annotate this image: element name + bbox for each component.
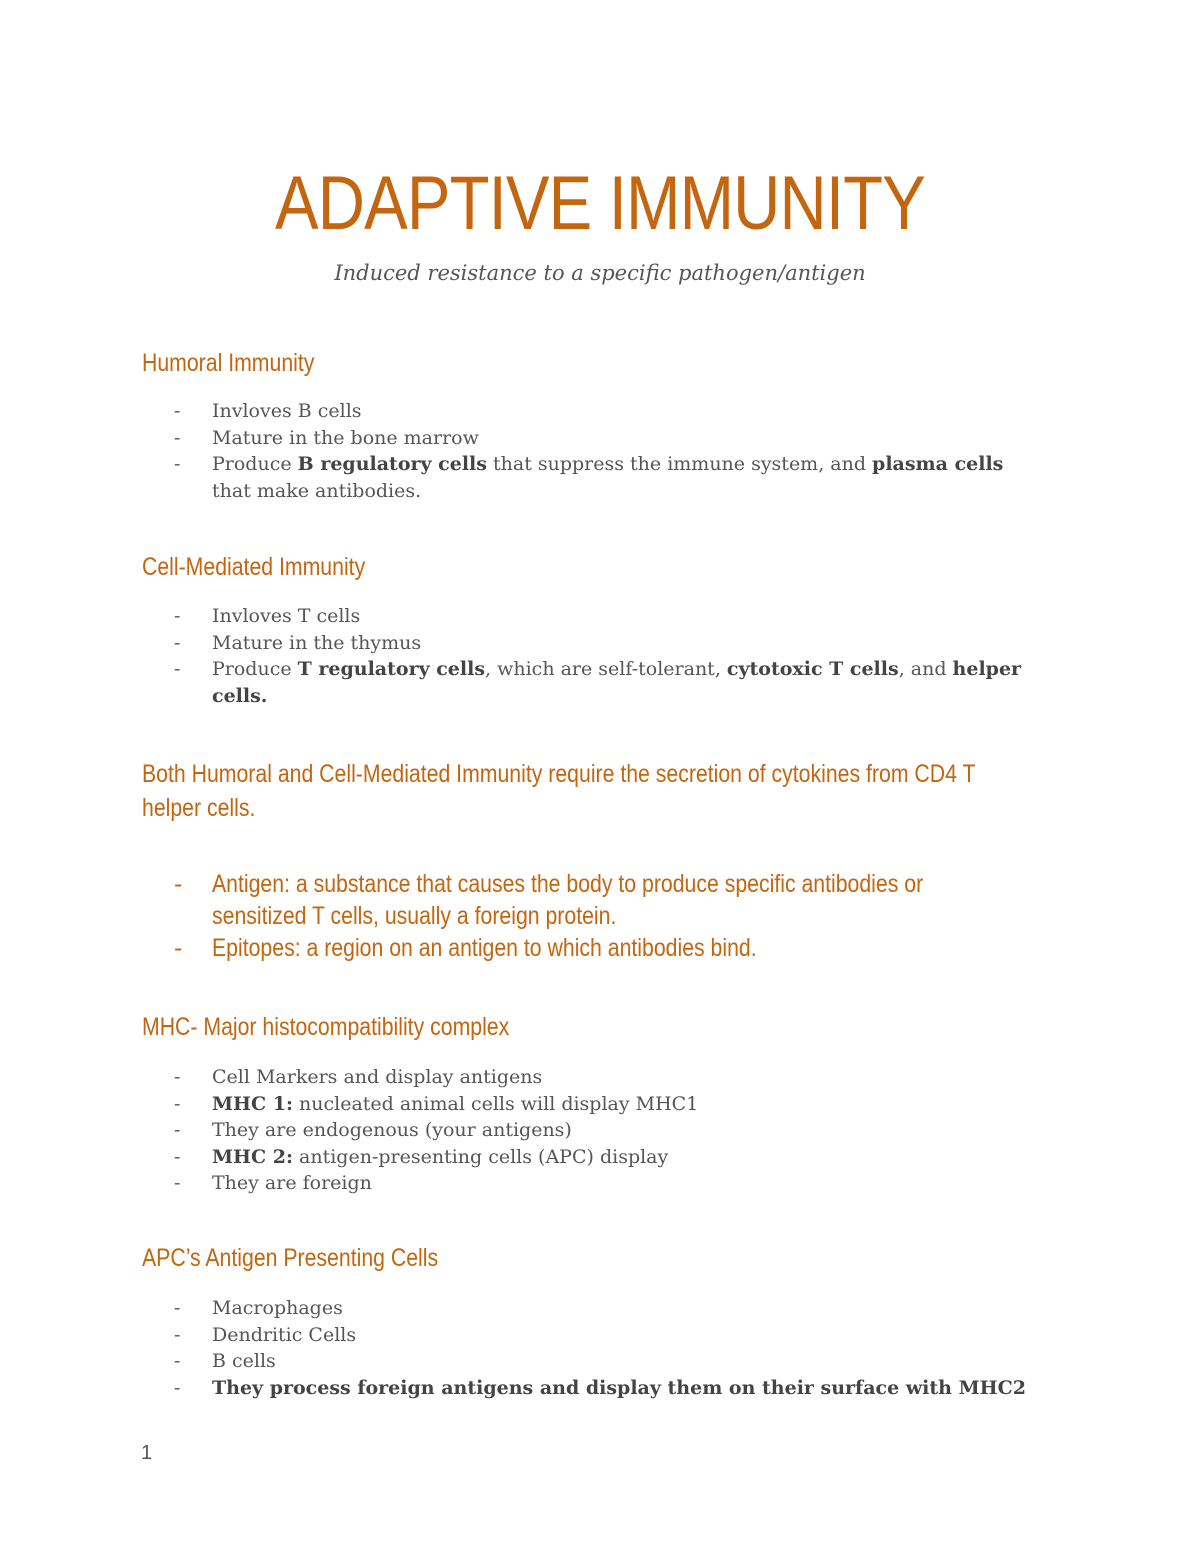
list-item: - B cells bbox=[174, 1350, 276, 1372]
cytokines-statement: Both Humoral and Cell-Mediated Immunity require the secretion of cytokines from CD4 T helper cells. bbox=[142, 760, 976, 822]
cell-mediated-list bbox=[142, 603, 1021, 709]
page-title: ADAPTIVE IMMUNITY bbox=[275, 161, 925, 246]
apc-list bbox=[142, 1295, 1026, 1401]
list-item: - Antigen: a substance that causes the body to produce specific antibodies or sensitized T cells, usually a foreign protein. bbox=[174, 870, 924, 930]
list-item: - Cell Markers and display antigens bbox=[174, 1066, 543, 1088]
list-item: - Dendritic Cells bbox=[174, 1323, 357, 1346]
mhc-heading: MHC- Major histocompatibility complex bbox=[142, 1013, 510, 1041]
list-item: - They are foreign bbox=[174, 1172, 372, 1194]
list-item: - They are endogenous (your antigens) bbox=[174, 1119, 572, 1141]
list-item: - Produce T regulatory cells, which are self-tolerant, cytotoxic T cells, and helper cells. bbox=[174, 658, 1022, 707]
page-number: 1 bbox=[141, 1442, 153, 1464]
cell-mediated-heading: Cell-Mediated Immunity bbox=[142, 553, 366, 581]
list-item: - Macrophages bbox=[174, 1297, 343, 1319]
list-item: - Invloves B cells bbox=[174, 400, 362, 422]
mhc-list bbox=[142, 1064, 698, 1197]
definitions-list bbox=[142, 868, 1172, 964]
list-item: - MHC 2: antigen-presenting cells (APC) display bbox=[174, 1145, 669, 1168]
humoral-list bbox=[142, 398, 1003, 504]
list-item: - MHC 1: nucleated animal cells will display MHC1 bbox=[174, 1092, 699, 1115]
list-item: - Mature in the bone marrow bbox=[174, 426, 479, 449]
page-subtitle: Induced resistance to a specific pathogen/antigen bbox=[334, 261, 866, 285]
list-item: - Mature in the thymus bbox=[174, 631, 422, 654]
list-item: - Produce B regulatory cells that suppress the immune system, and plasma cells that make antibodies. bbox=[174, 453, 1004, 502]
list-item: - Epitopes: a region on an antigen to which antibodies bind. bbox=[174, 934, 757, 962]
apc-heading: APC’s Antigen Presenting Cells bbox=[142, 1244, 439, 1272]
humoral-heading: Humoral Immunity bbox=[142, 349, 315, 377]
list-item: - Invloves T cells bbox=[174, 605, 361, 627]
list-item: - They process foreign antigens and display them on their surface with MHC2 bbox=[174, 1376, 1026, 1399]
